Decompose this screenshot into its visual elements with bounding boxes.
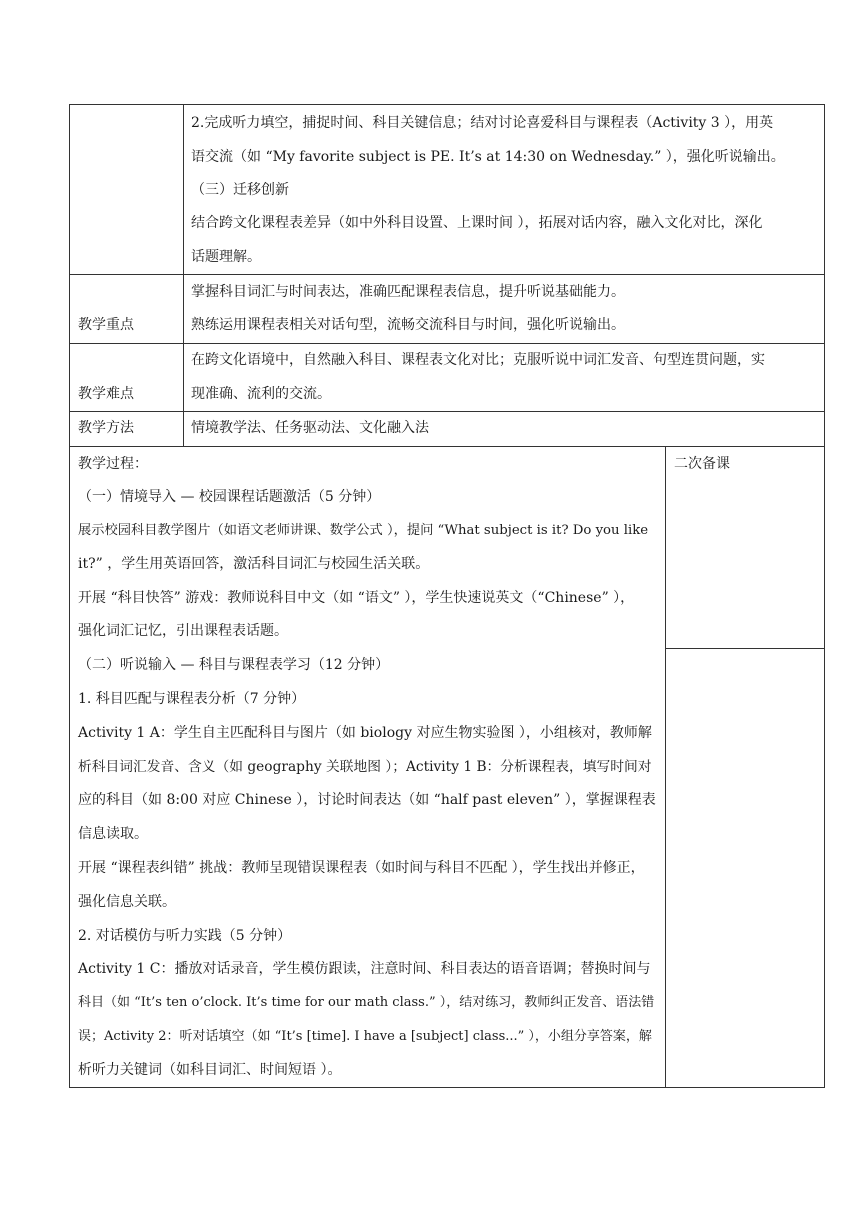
row1-line: 语交流（如 “My favorite subject is PE. It’s at 14:30 on Wednesday.” ），强化听说输出。 bbox=[191, 149, 785, 165]
row1-line: 2.完成听力填空，捕捉时间、科目关键信息；结对讨论喜爱科目与课程表（Activity 3 ），用英 bbox=[191, 115, 774, 131]
label-column-divider bbox=[183, 105, 184, 446]
side-column-divider bbox=[665, 446, 666, 1087]
process-line: 展示校园科目教学图片（如语文老师讲课、数学公式 ），提问 “What subject is it? Do you like bbox=[78, 523, 649, 538]
process-line: （二）听说输入 — 科目与课程表学习（12 分钟） bbox=[78, 657, 390, 673]
process-line: it?” ，学生用英语回答，激活科目词汇与校园生活关联。 bbox=[78, 556, 430, 572]
process-line: 强化词汇记忆，引出课程表话题。 bbox=[78, 623, 288, 639]
side-cell-divider bbox=[665, 648, 824, 649]
key-points-label: 教学重点 bbox=[78, 317, 134, 333]
lesson-plan-table bbox=[69, 104, 825, 1088]
process-line: 开展 “课程表纠错” 挑战：教师呈现错误课程表（如时间与科目不匹配 ），学生找出并修正， bbox=[78, 860, 645, 876]
row1-line: 话题理解。 bbox=[191, 249, 261, 265]
key-points-line: 熟练运用课程表相关对话句型，流畅交流科目与时间，强化听说输出。 bbox=[191, 317, 625, 333]
process-line: 1. 科目匹配与课程表分析（7 分钟） bbox=[78, 691, 306, 707]
key-points-line: 掌握科目词汇与时间表达，准确匹配课程表信息，提升听说基础能力。 bbox=[191, 284, 625, 300]
process-line: 强化信息关联。 bbox=[78, 894, 176, 910]
process-line: 开展 “科目快答” 游戏：教师说科目中文（如 “语文” ），学生快速说英文（“Chinese” ）， bbox=[78, 590, 635, 606]
methods-label: 教学方法 bbox=[78, 420, 134, 436]
process-line: 2. 对话模仿与听力实践（5 分钟） bbox=[78, 928, 292, 944]
process-line: 误；Activity 2：听对话填空（如 “It’s [time]. I have a [subject] class...” ），小组分享答案，解 bbox=[78, 1029, 652, 1044]
process-line: 信息读取。 bbox=[78, 826, 148, 842]
second-preparation-label: 二次备课 bbox=[674, 456, 730, 472]
row1-line: （三）迁移创新 bbox=[191, 182, 289, 198]
difficulties-label: 教学难点 bbox=[78, 386, 134, 402]
process-line: 应的科目（如 8:00 对应 Chinese ），讨论时间表达（如 “half past eleven” ），掌握课程表 bbox=[78, 792, 656, 808]
process-line: Activity 1 C：播放对话录音，学生模仿跟读，注意时间、科目表达的语音语调；替换时间与 bbox=[78, 961, 651, 977]
process-line: 科目（如 “It’s ten o’clock. It’s time for our math class.” ），结对练习，教师纠正发音、语法错 bbox=[78, 995, 655, 1010]
process-line: Activity 1 A：学生自主匹配科目与图片（如 biology 对应生物实验图 ），小组核对，教师解 bbox=[78, 725, 652, 741]
methods-text: 情境教学法、任务驱动法、文化融入法 bbox=[191, 420, 429, 436]
difficulties-line: 现准确、流利的交流。 bbox=[191, 386, 331, 402]
row1-line: 结合跨文化课程表差异（如中外科目设置、上课时间 ），拓展对话内容，融入文化对比，深化 bbox=[191, 215, 763, 231]
row-divider bbox=[70, 446, 824, 447]
process-line: （一）情境导入 — 校园课程话题激活（5 分钟） bbox=[78, 489, 381, 505]
process-line: 析科目词汇发音、含义（如 geography 关联地图 ）；Activity 1 B：分析课程表，填写时间对 bbox=[78, 759, 652, 775]
difficulties-line: 在跨文化语境中，自然融入科目、课程表文化对比；克服听说中词汇发音、句型连贯问题，实 bbox=[191, 352, 765, 368]
process-line: 析听力关键词（如科目词汇、时间短语 ）。 bbox=[78, 1062, 342, 1078]
process-line: 教学过程： bbox=[78, 456, 148, 472]
